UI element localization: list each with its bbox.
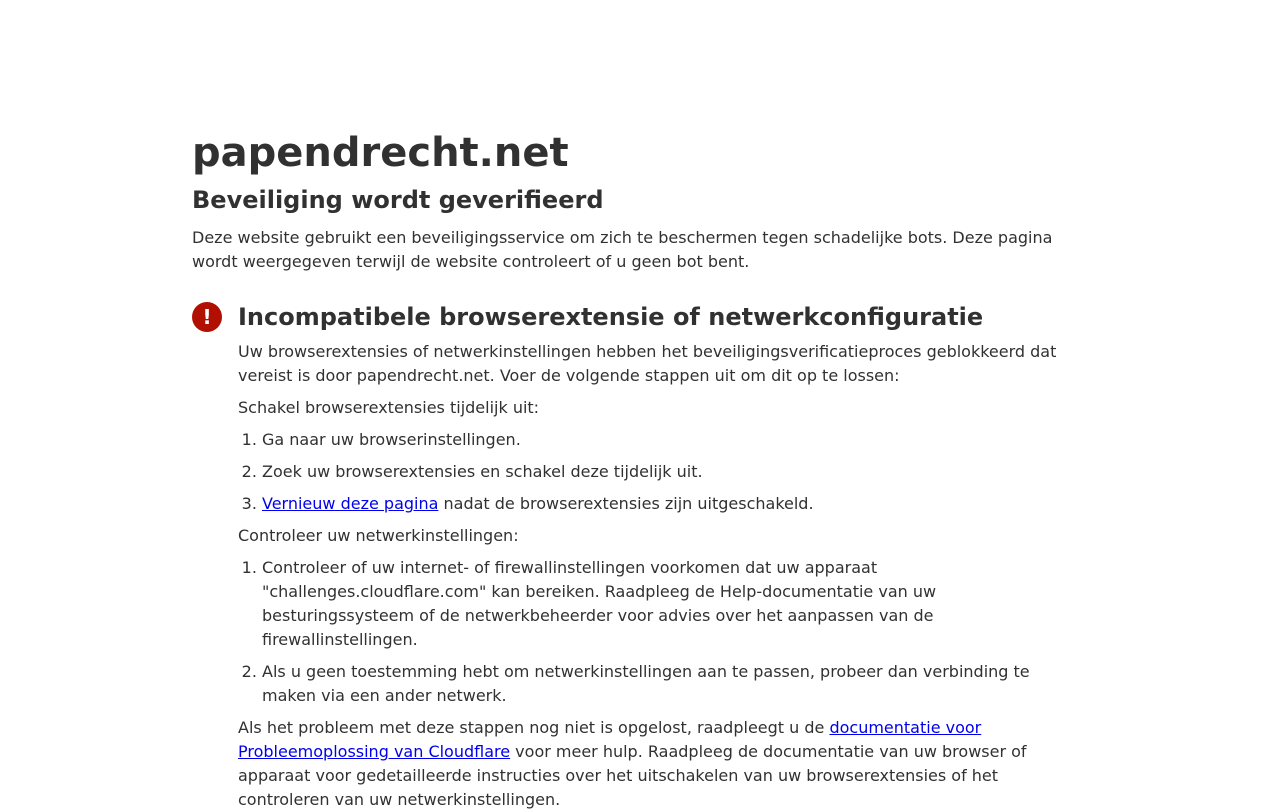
page-subtitle: Beveiliging wordt geverifieerd xyxy=(192,186,604,214)
list-item xyxy=(262,428,1072,452)
list-item xyxy=(262,492,1072,516)
refresh-page-link[interactable]: Vernieuw deze pagina xyxy=(262,494,439,513)
step-text: Controleer of uw internet- of firewallinstellingen voorkomen dat uw apparaat "challenges.cloudflare.com" kan bereiken. Raadpleeg de Help-documentatie van uw besturingssysteem of de netwerkbeheerder voor advies over het aanpassen van de firewallinstellingen. xyxy=(262,558,937,649)
footer-suffix: voor meer hulp. Raadpleeg de documentatie van uw browser of apparaat voor gedetailleerde instructies over het uitschakelen van uw browserextensies of het controleren van uw netwerkinstellingen. xyxy=(238,742,1027,809)
step-text: Zoek uw browserextensies en schakel deze tijdelijk uit. xyxy=(262,462,703,481)
network-steps-list xyxy=(238,556,1072,708)
extension-steps-list xyxy=(238,428,1072,516)
step-text: nadat de browserextensies zijn uitgeschakeld. xyxy=(438,494,814,513)
site-name: papendrecht.net xyxy=(192,130,569,176)
error-title: Incompatibele browserextensie of netwerkconfiguratie xyxy=(238,303,984,331)
step-text: Als u geen toestemming hebt om netwerkinstellingen aan te passen, probeer dan verbinding te maken via een ander netwerk. xyxy=(262,662,1030,705)
footer-text xyxy=(238,716,1072,812)
intro-text: Deze website gebruikt een beveiligingsservice om zich te beschermen tegen schadelijke bots. Deze pagina wordt weergegeven terwijl de website controleert of u geen bot bent. xyxy=(192,228,1053,271)
error-block xyxy=(192,302,1072,812)
error-description: Uw browserextensies of netwerkinstellingen hebben het beveiligingsverificatieproces geblokkeerd dat vereist is door papendrecht.net. Voer de volgende stappen uit om dit op te lossen: xyxy=(238,342,1057,385)
step-text: Ga naar uw browserinstellingen. xyxy=(262,430,521,449)
footer-prefix: Als het probleem met deze stappen nog niet is opgelost, raadpleegt u de xyxy=(238,718,830,737)
alert-icon: ! xyxy=(192,302,222,332)
main-content xyxy=(192,128,1072,812)
troubleshooting-docs-link[interactable]: documentatie voor Probleemoplossing van Cloudflare xyxy=(238,718,982,761)
list-item xyxy=(262,460,1072,484)
list-item xyxy=(262,556,1072,652)
extensions-heading: Schakel browserextensies tijdelijk uit: xyxy=(238,398,540,417)
network-heading: Controleer uw netwerkinstellingen: xyxy=(238,526,519,545)
list-item xyxy=(262,660,1072,708)
